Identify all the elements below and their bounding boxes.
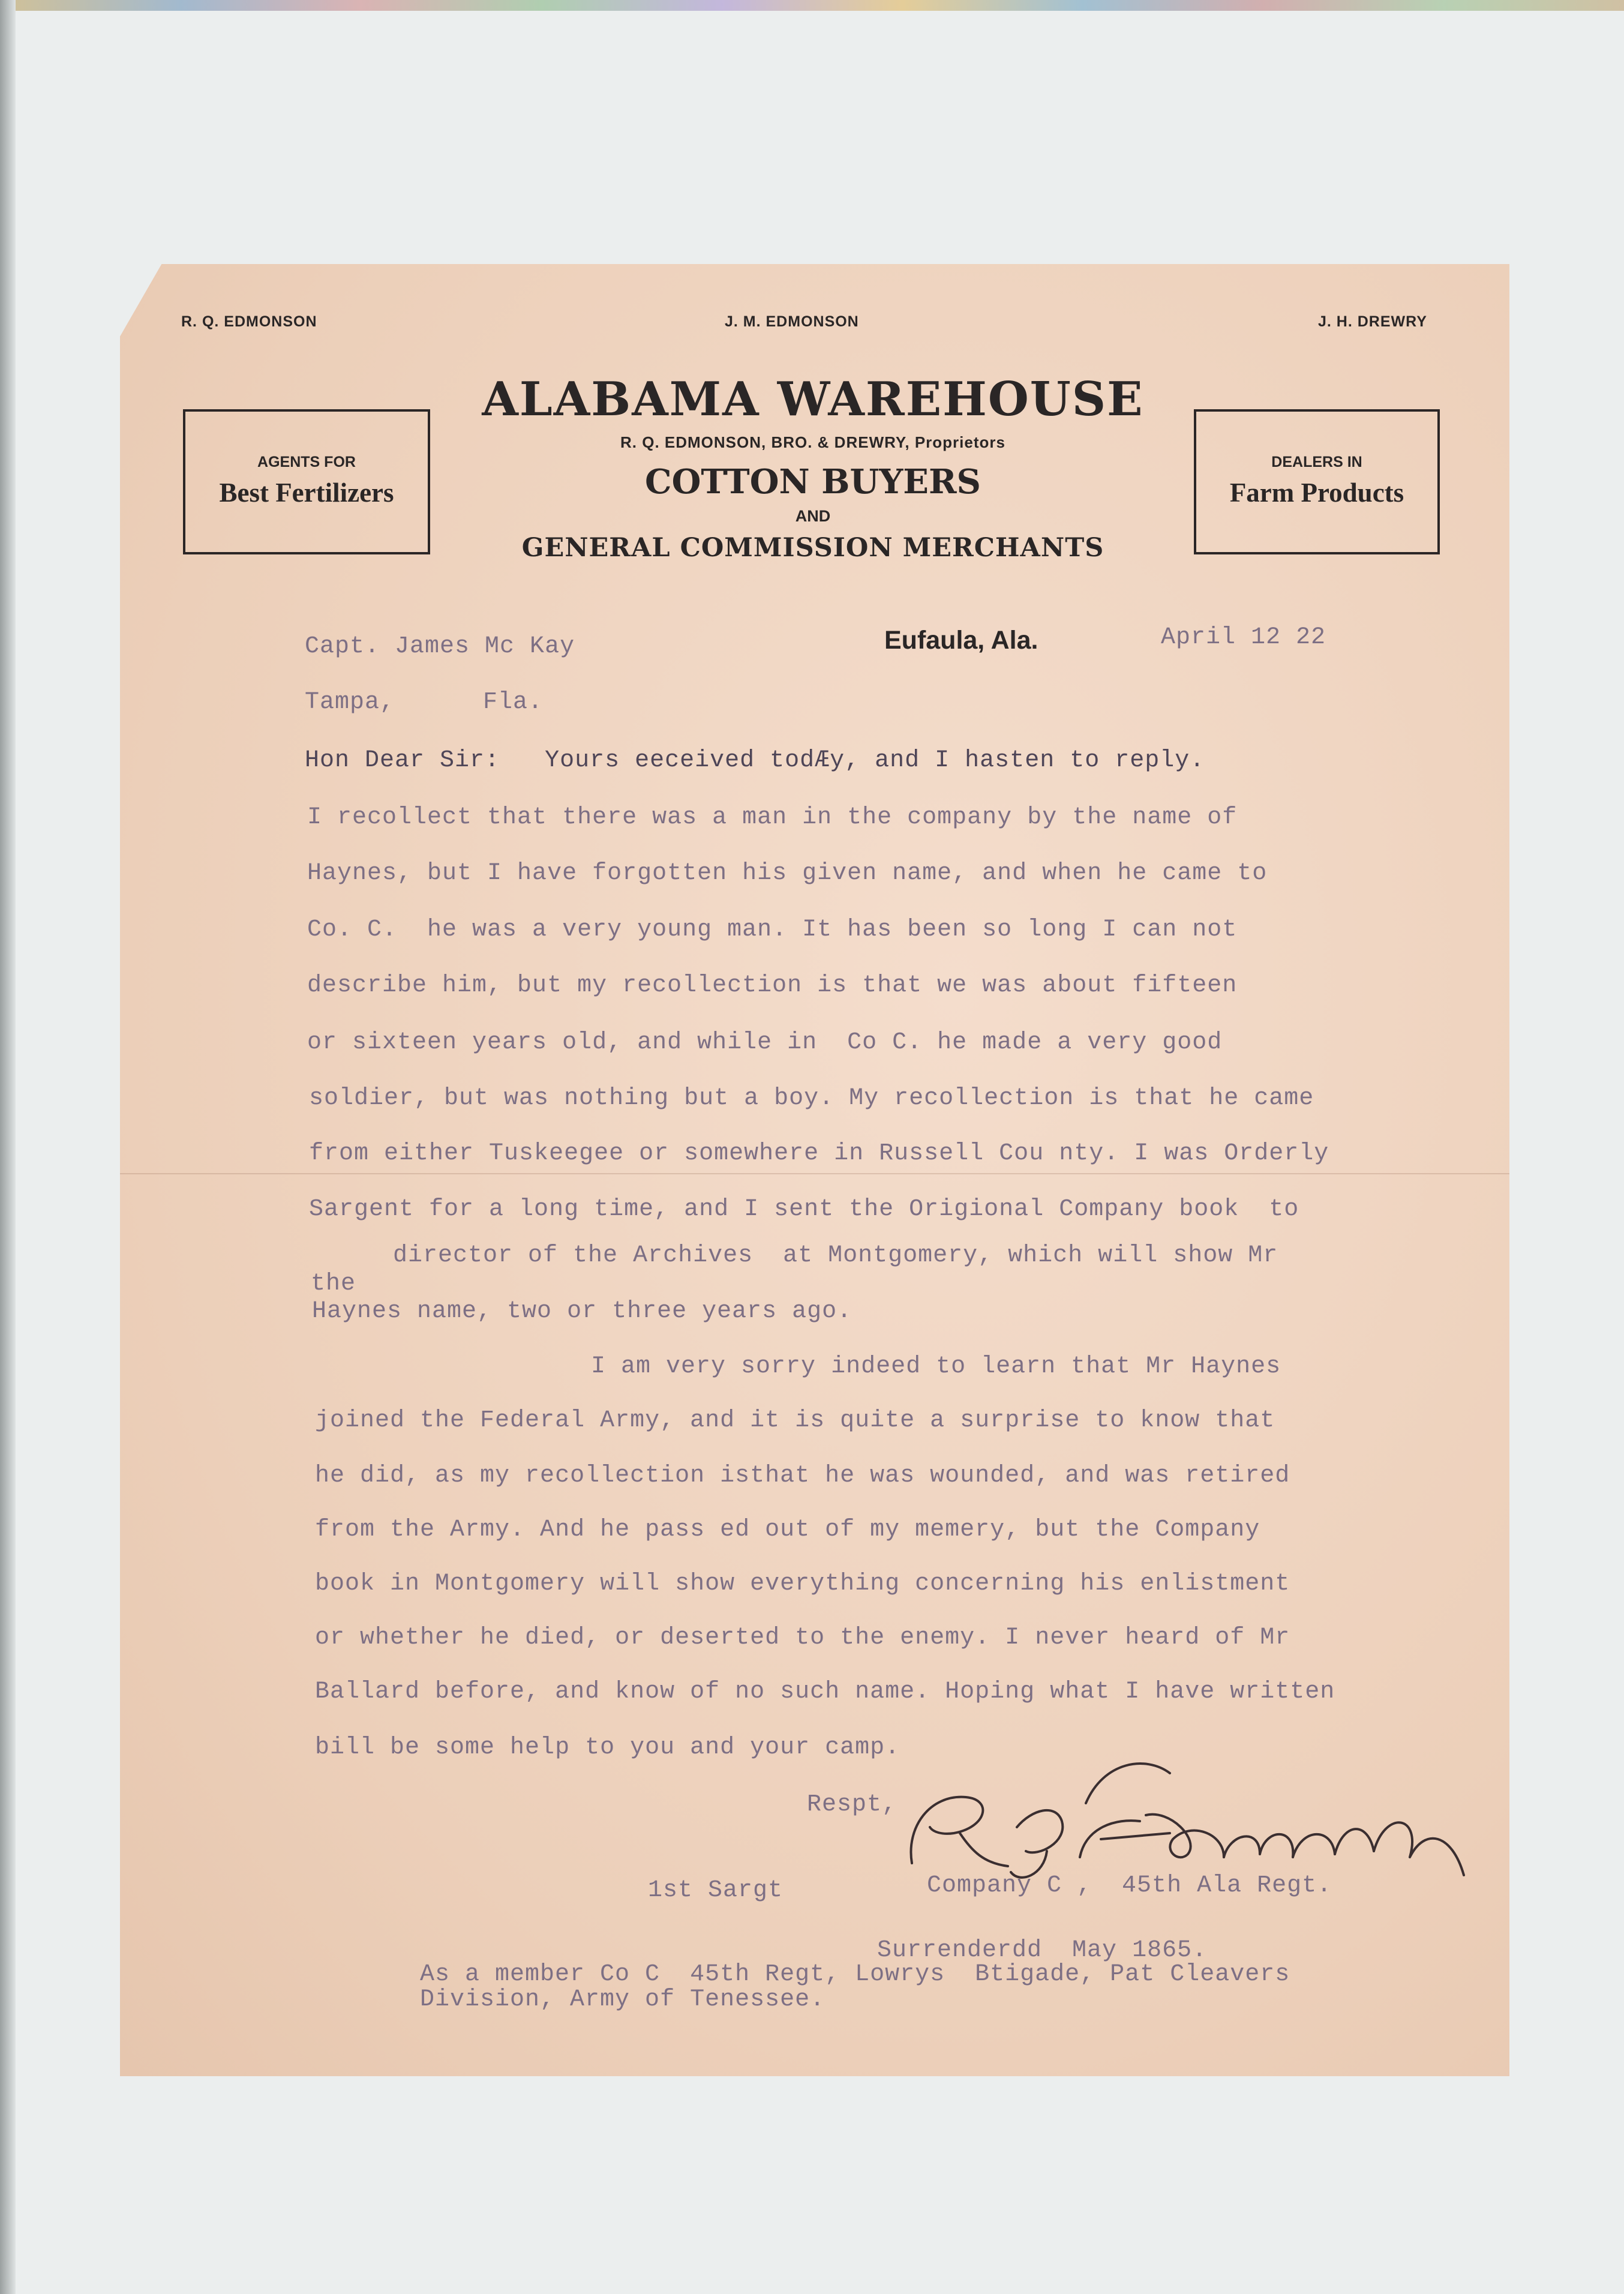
partner-center: J. M. EDMONSON: [725, 313, 859, 330]
proprietors-line: R. Q. EDMONSON, BRO. & DREWRY, Proprietors: [620, 433, 1005, 451]
dealers-in-label: DEALERS IN: [1271, 454, 1362, 470]
paragraph-2-line: he did, as my recollection isthat he was wounded, and was retired: [315, 1462, 1290, 1489]
paragraph-2-line: book in Montgomery will show everything concerning his enlistment: [315, 1570, 1290, 1597]
footer-line-1: As a member Co C 45th Regt, Lowrys Btigade, Pat Cleavers: [420, 1961, 1290, 1988]
scanner-edge: [0, 0, 16, 2294]
recipient-name: Capt. James Mc Kay: [305, 633, 575, 660]
paragraph-2-line: Ballard before, and know of no such name. Hoping what I have written: [315, 1678, 1335, 1705]
dealers-box: [1194, 409, 1440, 554]
best-fertilizers-label: Best Fertilizers: [219, 478, 394, 508]
body-line: or sixteen years old, and while in Co C. he made a very good: [307, 1029, 1223, 1056]
farm-products-label: Farm Products: [1229, 478, 1404, 508]
footer-line-2: Division, Army of Tenessee.: [420, 1986, 825, 2013]
paragraph-2-line: bill be some help to you and your camp.: [315, 1734, 900, 1761]
body-line-after: Haynes name, two or three years ago.: [312, 1298, 852, 1325]
agents-box: [183, 409, 430, 554]
recipient-state: Fla.: [483, 689, 544, 716]
paragraph-2-line: joined the Federal Army, and it is quite a surprise to know that: [315, 1407, 1275, 1434]
body-line: soldier, but was nothing but a boy. My recollection is that he came: [309, 1085, 1314, 1112]
company-title: ALABAMA WAREHOUSE: [482, 372, 1144, 427]
body-line: Hon Dear Sir: Yours eeceived todÆy, and I hasten to reply.: [305, 747, 1205, 774]
commission-merchants: GENERAL COMMISSION MERCHANTS: [521, 533, 1104, 563]
letterhead-location: Eufaula, Ala.: [884, 626, 1038, 655]
body-line: Sargent for a long time, and I sent the Origional Company book to: [309, 1196, 1299, 1223]
body-line-inset: director of the Archives at Montgomery, which will show Mr: [393, 1242, 1278, 1269]
signature-company: Company C , 45th Ala Regt.: [927, 1872, 1332, 1899]
agents-for-label: AGENTS FOR: [257, 454, 356, 470]
body-line: Haynes, but I have forgotten his given name, and when he came to: [307, 860, 1268, 887]
body-line: I recollect that there was a man in the company by the name of: [307, 804, 1238, 831]
recipient-city: Tampa,: [305, 689, 395, 716]
paragraph-2-line: from the Army. And he pass ed out of my memery, but the Company: [315, 1516, 1260, 1543]
body-word-the: the: [311, 1270, 356, 1297]
partner-right: J. H. DREWRY: [1318, 313, 1427, 330]
body-line: Co. C. he was a very young man. It has been so long I can not: [307, 916, 1238, 943]
letter-date: April 12 22: [1161, 624, 1326, 651]
signature-rank: 1st Sargt: [648, 1877, 784, 1904]
surrendered-line: Surrenderdd May 1865.: [877, 1937, 1208, 1964]
closing: Respt,: [807, 1791, 897, 1818]
body-line: from either Tuskeegee or somewhere in Russell Cou nty. I was Orderly: [309, 1140, 1329, 1167]
paper-fold-line: [120, 1173, 1509, 1174]
signature: [888, 1737, 1476, 1893]
paragraph-2-line: I am very sorry indeed to learn that Mr Haynes: [591, 1353, 1281, 1380]
partner-left: R. Q. EDMONSON: [181, 313, 317, 330]
cotton-buyers: COTTON BUYERS: [645, 462, 981, 502]
body-line: describe him, but my recollection is that we was about fifteen: [307, 972, 1238, 999]
scan-color-strip: [0, 0, 1624, 11]
paragraph-2-line: or whether he died, or deserted to the enemy. I never heard of Mr: [315, 1624, 1290, 1651]
and-line: AND: [795, 507, 831, 525]
